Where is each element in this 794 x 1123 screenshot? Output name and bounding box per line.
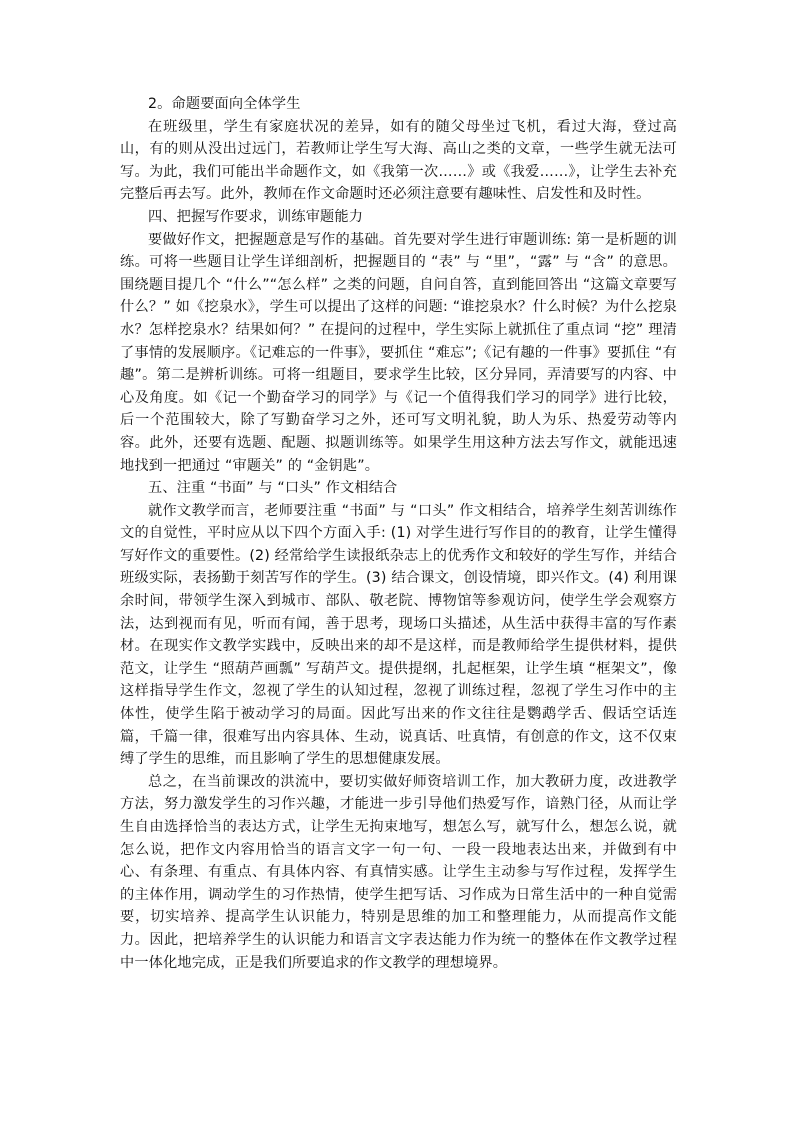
- conclusion-paragraph: 总之，在当前课改的洪流中，要切实做好师资培训工作，加大教研力度，改进教学方法，努力激发学生的习作兴趣，才能进一步引导他们热爱写作，谙熟门径，从而让学生自由选择恰当的表达方式，让学生无拘束地写，想怎么写，就写什么，想怎么说，就怎么说，把作文内容用恰当的语言文字一句一句、一段一段地表达出来，并做到有中心、有条理、有重点、有具体内容、有真情实感。让学生主动参与写作过程，发挥学生的主体作用，调动学生的习作热情，使学生把写话、习作成为日常生活中的一种自觉需要，切实培养、提高学生认识能力，特别是思维的加工和整理能力，从而提高作文能力。因此，把培养学生的认识能力和语言文字表达能力作为统一的整体在作文教学过程中一体化地完成，正是我们所要追求的作文教学的理想境界。: [120, 773, 677, 971]
- section-heading: 2。命题要面向全体学生: [148, 96, 301, 112]
- document-page: [120, 93, 677, 974]
- body-paragraph: 就作文教学而言，老师要注重 “书面” 与 “口头” 作文相结合，培养学生刻苦训练作文的自觉性，平时应从以下四个方面入手: (1) 对学生进行写作目的的教育，让学生懂得写好作文的重要性。(2) 经常给学生读报纸杂志上的优秀作文和较好的学生写作，并结合班级实际，表扬勤于刻苦写作的学生。(3) 结合课文，创设情境，即兴作文。(4) 利用课余时间，带领学生深入到城市、部队、敬老院、博物馆等参观访问，使学生学会观察方法，达到视而有见，听而有闻，善于思考，现场口头描述，从生活中获得丰富的写作素材。在现实作文教学实践中，反映出来的却不是这样，而是教师给学生提供材料，提供范文，让学生 “照葫芦画瓢” 写葫芦文。提供提纲，扎起框架，让学生填 “框架文”，像这样指导学生作文，忽视了学生的认知过程，忽视了训练过程，忽视了学生习作中的主体性，使学生陷于被动学习的局面。因此写出来的作文往往是鹦鹉学舌、假话空话连篇，千篇一律，很难写出内容具体、生动，说真话、吐真情，有创意的作文，这不仅束缚了学生的思维，而且影响了学生的思想健康发展。: [120, 502, 677, 768]
- body-paragraph: 要做好作文，把握题意是写作的基础。首先要对学生进行审题训练: 第一是析题的训练。可将一些题目让学生详细剖析，把握题目的 “表” 与 “里”，“露” 与 “含” 的意思。围绕题目提几个 “什么”“怎么样” 之类的问题，自问自答，直到能回答出 “这篇文章要写什么？” 如《挖泉水》，学生可以提出了这样的问题: “谁挖泉水？什么时候？为什么挖泉水？怎样挖泉水？结果如何？” 在提问的过程中，学生实际上就抓住了重点词 “挖” 理清了事情的发展顺序。《记难忘的一件事》，要抓住 “难忘”;《记有趣的一件事》要抓住 “有趣”。第二是辨析训练。可将一组题目，要求学生比较，区分异同，弄清要写的内容、中心及角度。如《记一个勤奋学习的同学》与《记一个值得我们学习的同学》进行比较，后一个范围较大，除了写勤奋学习之外，还可写文明礼貌，助人为乐、热爱劳动等内容。此外，还要有选题、配题、拟题训练等。如果学生用这种方法去写作文，就能迅速地找到一把通过 “审题关” 的 “金钥匙”。: [120, 231, 677, 474]
- section-heading: 四、把握写作要求，训练审题能力: [148, 208, 364, 225]
- body-paragraph: 在班级里，学生有家庭状况的差异，如有的随父母坐过飞机，看过大海，登过高山，有的则从没出过远门，若教师让学生写大海、高山之类的文章，一些学生就无法可写。为此，我们可能出半命题作文，如《我第一次……》或《我爱……》，让学生去补充完整后再去写。此外，教师在作文命题时还必须注意要有趣味性、启发性和及时性。: [120, 118, 677, 203]
- section-heading: 五、注重 “书面” 与 “口头” 作文相结合: [148, 480, 398, 497]
